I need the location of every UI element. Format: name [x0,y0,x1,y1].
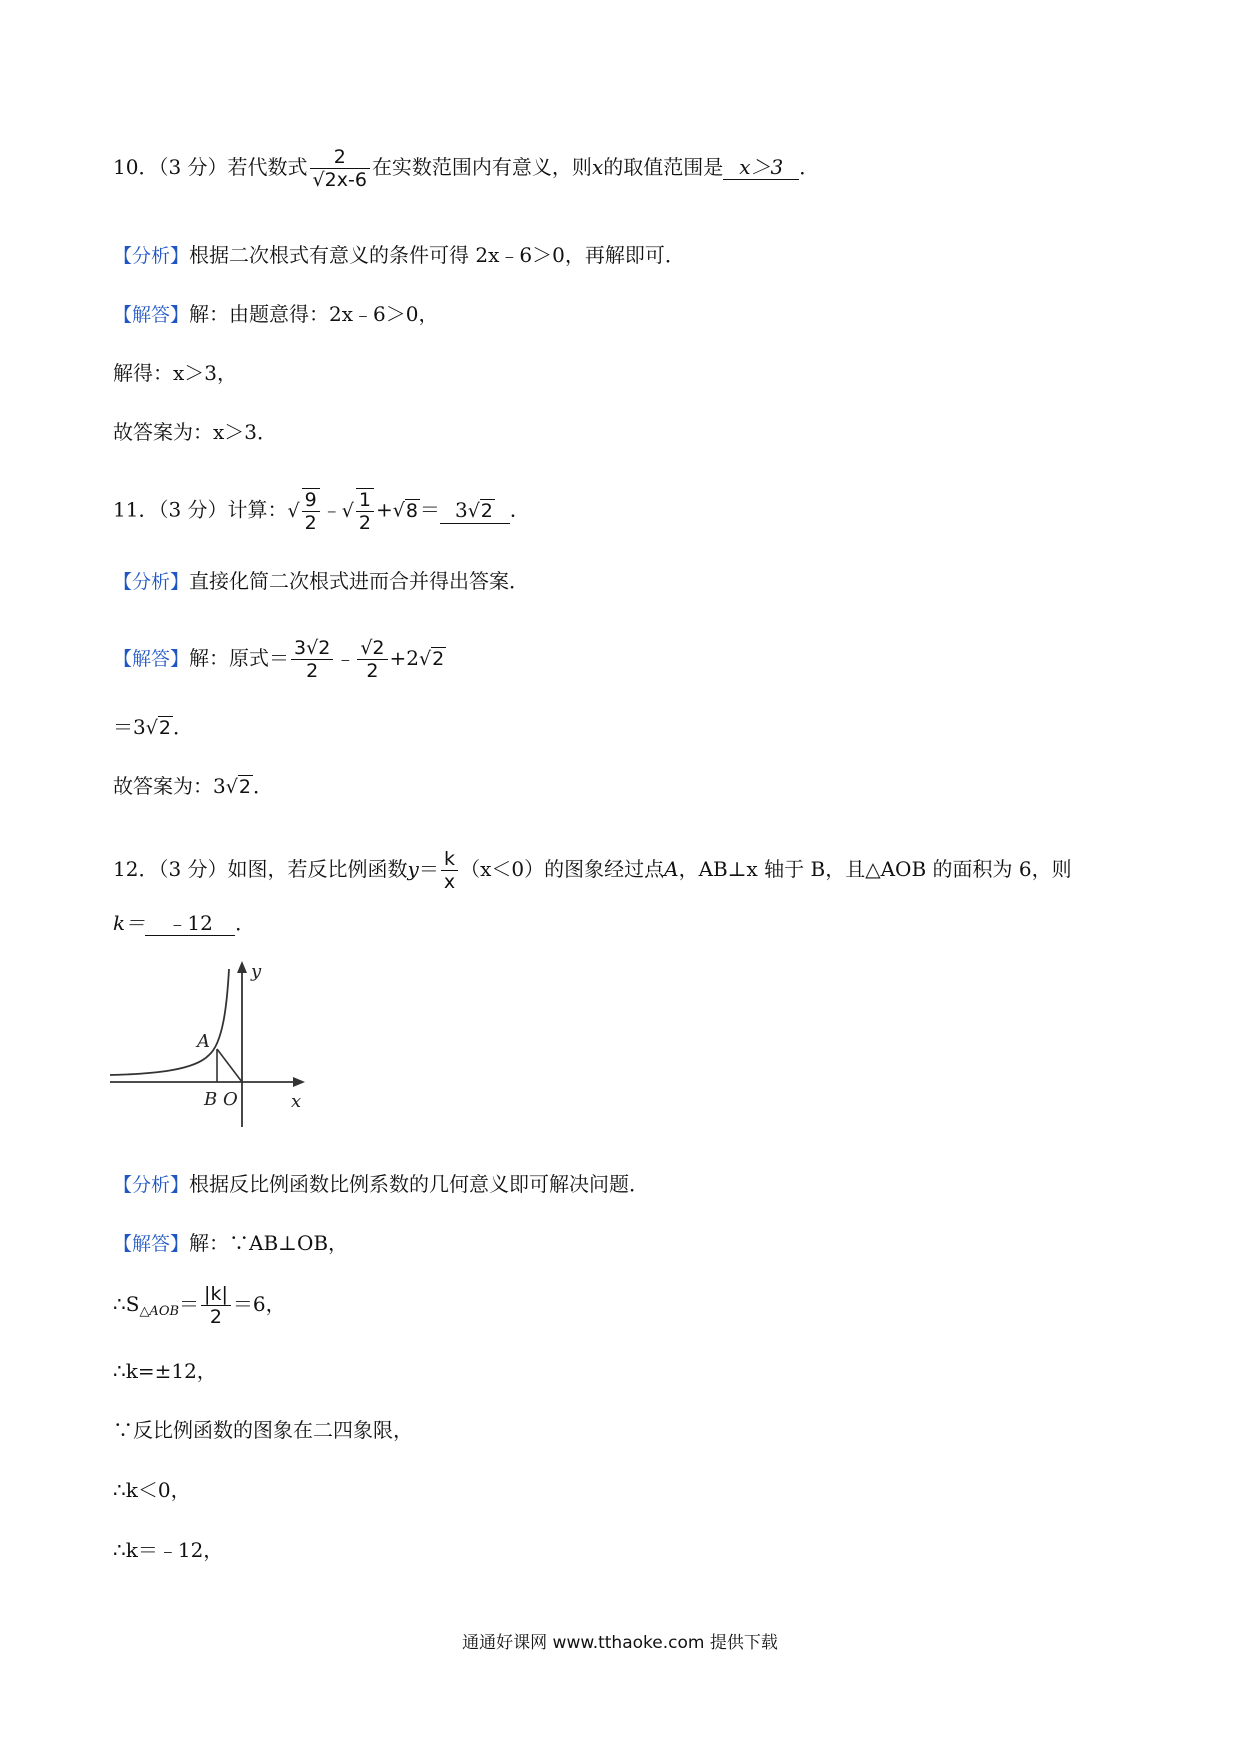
q11-answer-blank [440,498,510,524]
y-axis-arrow [237,961,247,973]
q11-sol-frac-1-num: 3√2 [294,637,331,659]
q12-frac-k: k [443,848,455,870]
q11-minus: ﹣ [321,497,342,522]
q10-text2: 在实数范围内有意义，则 [371,155,592,179]
q11-sol-f1-coef: 3 [294,637,307,659]
q11-radical-2-frac [356,488,374,534]
q12-eq: ＝ [418,857,439,881]
analysis-tag: 【分析】 [113,245,190,267]
q12-analysis-text: 根据反比例函数比例系数的几何意义即可解决问题． [189,1172,650,1196]
q10-solution-text: 解：由题意得：2x﹣6＞0， [189,302,439,326]
q11-r1-num: 9 [304,489,317,511]
q12-s-sub: △AOB [139,1304,180,1319]
q11-sol-f1-den: 2 [291,659,333,682]
q11-score: （3 分） [158,497,228,522]
q10-solution [113,299,438,330]
q12-y: y [407,857,419,881]
q11-answer-coef: 3 [454,497,468,522]
q11-stem [113,488,530,534]
q10-answer-blank: x＞3 [723,155,799,180]
q11-end: ． [509,497,530,522]
label-o: O [223,1089,238,1110]
q10-analysis [113,240,685,271]
q12-step4: ∵反比例函数的图象在二四象限， [113,1418,413,1442]
q12-frac-x: x [441,870,458,893]
q12-step5: ∴k＜0， [113,1478,191,1502]
q11-radical-1: √ $\frac{9}{2}$ [288,500,322,522]
q10-frac-den: √2x-6 [310,168,370,191]
q12-s-den: 2 [201,1305,231,1328]
solution-tag: 【解答】 [113,304,190,326]
hyperbola-curve [110,969,229,1075]
q12-stem-line2 [113,908,255,938]
q12-text: 如图，若反比例函数 [227,857,408,881]
q11-final [113,771,273,802]
q11-sol-plus: +2 [389,646,419,670]
q10-number: 10． [113,155,159,179]
q11-sol-frac-2-num: √2 [360,637,385,659]
q10-text: 若代数式 [227,155,308,179]
q11-step2-end: ． [172,715,193,739]
q12-s-num: |k| [204,1283,228,1305]
q11-step2-radical: √2 [145,717,171,739]
q12-text2: 的图象经过点 [544,857,665,881]
solution-tag: 【解答】 [113,648,190,670]
label-y: y [251,961,262,982]
q11-sol-frac-2 [357,637,387,682]
q10-var: x [591,155,604,179]
page-footer: 通通好课网 www.tthaoke.com 提供下载 [462,1633,778,1653]
q12-solution-text: 解：∵AB⊥OB， [189,1231,349,1255]
q12-step6: ∴k＝﹣12， [113,1538,224,1562]
q12-solution [113,1228,348,1259]
q12-figure [105,955,315,1135]
q10-frac-den-radicand: 2x-6 [324,169,367,191]
q12-s-prefix: ∴S [113,1292,140,1316]
q10-text3: 的取值范围是 [603,155,724,179]
q11-step2-rad: 2 [158,717,171,739]
q12-k-eq: k＝ [113,911,146,935]
q12-score: （3 分） [158,857,228,881]
q10-end: ． [799,155,820,179]
x-axis-arrow [293,1077,305,1087]
q11-answer-radical: √2 [467,499,493,522]
q11-sol-minus: ﹣ [335,646,356,670]
analysis-tag: 【分析】 [113,571,190,593]
q11-sol-radical-3: √2 [419,648,445,670]
q10-final: 故答案为：x＞3． [113,420,278,444]
q11-sol-frac-1 [291,637,333,682]
q11-sol-f1-rad: 2 [318,637,331,659]
q12-s-end: ＝6， [232,1292,286,1316]
q12-text3: ，AB⊥x 轴于 B，且△AOB 的面积为 6，则 [678,857,1072,881]
q12-stem [113,848,1072,893]
q12-s-eq: ＝ [179,1292,200,1316]
q12-area-fraction [201,1283,231,1328]
q12-analysis [113,1169,649,1200]
q11-step2-prefix: ＝3 [113,715,146,739]
q11-sol-prefix: 解：原式＝ [189,646,290,670]
q11-solution [113,637,446,682]
q11-radical-3: √8 [392,499,418,522]
q11-analysis [113,566,529,597]
label-a: A [197,1031,210,1052]
q11-analysis-text: 直接化简二次根式进而合并得出答案． [189,569,530,593]
q11-r1-den: 2 [302,511,320,534]
q10-analysis-text: 根据二次根式有意义的条件可得 2x﹣6＞0，再解即可． [189,243,685,267]
label-x: x [291,1091,302,1112]
q11-r2-den: 2 [356,511,374,534]
q12-end: ． [235,911,256,935]
q11-sol-f2-den: 2 [357,659,387,682]
q11-eq: ＝ [419,497,440,522]
q10-stem [113,146,819,191]
q10-fraction [310,146,370,191]
label-b: B [204,1089,218,1110]
q11-final-radical: √2 [225,776,251,798]
q12-area-step [113,1283,286,1328]
q12-answer-blank: ﹣12 [145,911,235,936]
q12-condition: （x＜0） [460,857,545,881]
q10-step2: 解得：x＞3， [113,361,238,385]
q11-r3: 8 [405,499,418,522]
q11-radical-1-frac [302,488,320,534]
q11-final-end: ． [252,774,273,798]
q12-point-a: A [664,857,679,881]
analysis-tag: 【分析】 [113,1174,190,1196]
q12-fraction [441,848,458,893]
q11-r2-num: 1 [358,489,371,511]
q11-text: 计算： [227,497,288,522]
q11-sol-f2-rad: 2 [372,637,385,659]
q10-score: （3 分） [158,155,228,179]
q11-radical-2: √ $\frac{1}{2}$ [342,500,376,522]
q10-frac-num: 2 [333,146,346,168]
q12-number: 12． [113,857,159,881]
q11-number: 11． [113,497,159,522]
q11-answer-rad: 2 [480,499,493,522]
segment-ao [217,1049,242,1082]
q11-sol-rad3: 2 [432,648,445,670]
q12-step3: ∴k=±12， [113,1359,217,1383]
solution-tag: 【解答】 [113,1233,190,1255]
q11-final-prefix: 故答案为：3 [113,774,226,798]
q11-final-rad: 2 [238,776,251,798]
q11-step2 [113,712,193,743]
q11-plus: + [375,497,393,522]
